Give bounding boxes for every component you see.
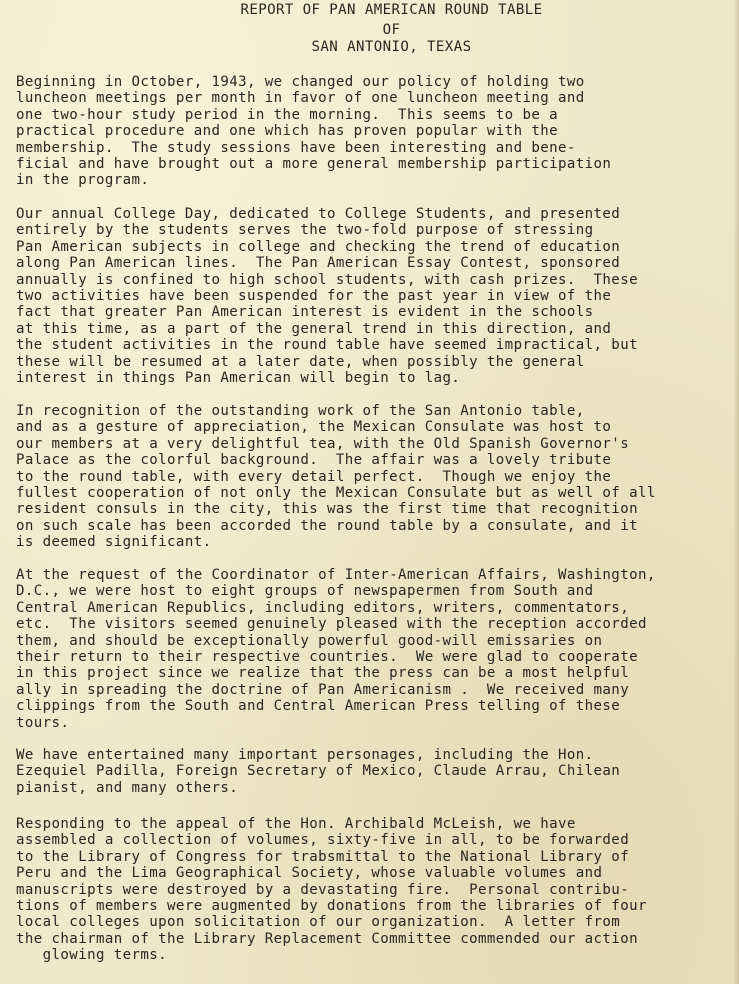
paragraph-personages: We have entertained many important personages, including the Hon. Ezequiel Padilla, Foreign Secretary of Mexico, Claude Arrau, Chilean pianist, and many others. <box>16 747 621 796</box>
paper-edge-shadow <box>733 0 739 984</box>
paragraph-study-period: Beginning in October, 1943, we changed our policy of holding two luncheon meetings per month in favor of one luncheon meeting and one two-hour study period in the morning. This seems to be a practical procedure and one which has proven popular with the membership. The study sessions have been interesting and bene- ficial and have brought out a more general membership participation in the program. <box>16 74 612 189</box>
paragraph-mexican-consulate: In recognition of the outstanding work of the San Antonio table, and as a gesture of appreciation, the Mexican Consulate was host to our members at a very delightful tea, with the Old Spanish Governor's Palace as the colorful background. The affair was a lovely tribute to the round table, with every detail perfect. Though we enjoy the fullest cooperation of not only the Mexican Consulate but as well of all resident consuls in the city, this was the first time that recognition on such scale has been accorded the round table by a consulate, and it is deemed significant. <box>16 403 656 551</box>
paragraph-college-day: Our annual College Day, dedicated to College Students, and presented entirely by the students serves the two-fold purpose of stressing Pan American subjects in college and checking the trend of education along Pan American lines. The Pan American Essay Contest, sponsored annually is confined to high school students, with cash prizes. These two activities have been suspended for the past year in view of the fact that greater Pan American interest is evident in the schools at this time, as a part of the general trend in this direction, and the student activities in the round table have seemed impractical, but these will be resumed at a later date, when possibly the general interest in things Pan American will begin to lag. <box>16 206 638 387</box>
report-location: SAN ANTONIO, TEXAS <box>311 39 472 55</box>
paragraph-library-collection: Responding to the appeal of the Hon. Archibald McLeish, we have assembled a collection of volumes, sixty-five in all, to be forwarded to the Library of Congress for trabsmittal to the National Library of Peru and the Lima Geographical Society, whose valuable volumes and manuscripts were destroyed by a devastating fire. Personal contribu- tions of members were augmented by donations from the libraries of four local colleges upon solicitation of our organization. A letter from the chairman of the Library Replacement Committee commended our action glowing terms. <box>16 816 647 964</box>
paragraph-newspapermen: At the request of the Coordinator of Inter-American Affairs, Washington, D.C., we were host to eight groups of newspapermen from South and Central American Republics, including editors, writers, commentators, etc. The visitors seemed genuinely pleased with the reception accorded them, and should be exceptionally powerful good-will emissaries on their return to their respective countries. We were glad to cooperate in this project since we realize that the press can be a most helpful ally in spreading the doctrine of Pan Americanism . We received many clippings from the South and Central American Press telling of these tours. <box>16 567 656 731</box>
report-title-of: OF <box>382 22 401 38</box>
report-title: REPORT OF PAN AMERICAN ROUND TABLE <box>240 2 543 18</box>
